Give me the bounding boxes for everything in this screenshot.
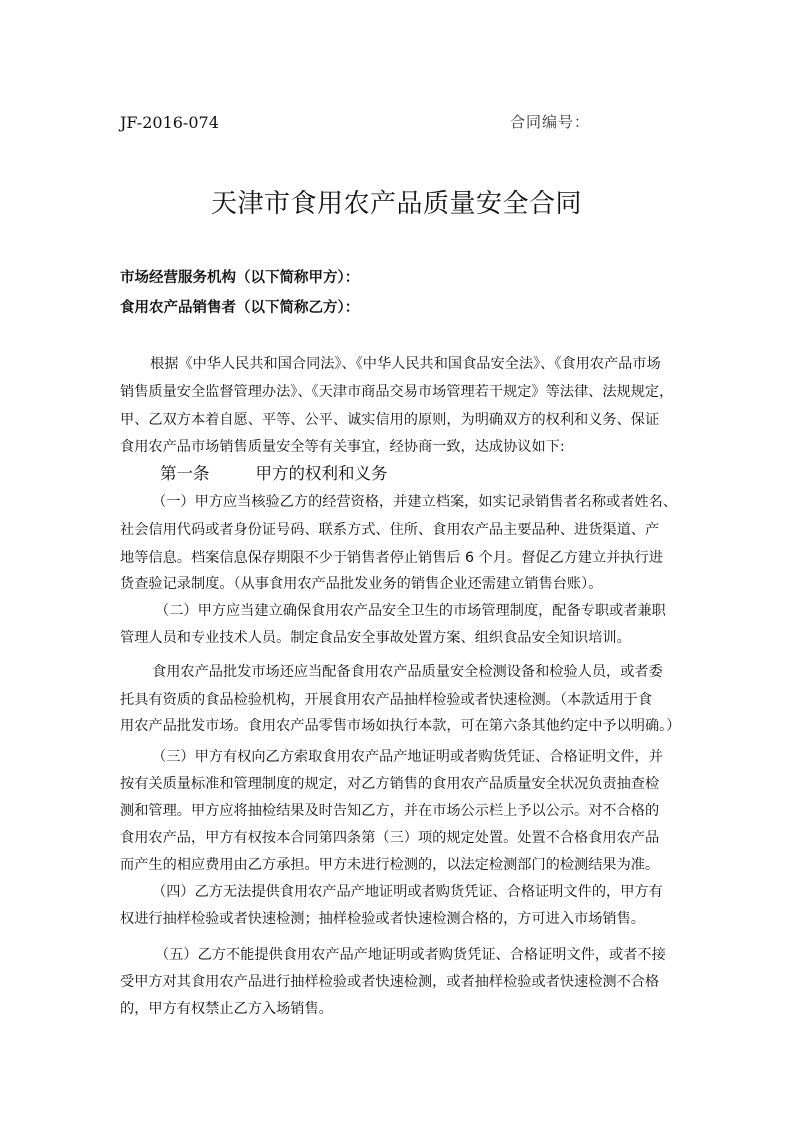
clause-line: 管理人员和专业技术人员。制定食品安全事故处置方案、组织食品安全知识培训。: [120, 630, 631, 646]
contract-number-label: 合同编号：: [510, 113, 591, 131]
clause-line: 用农产品批发市场。食用农产品零售市场如执行本款，可在第六条其他约定中予以明确。）: [120, 718, 681, 734]
clause-line: 地等信息。档案信息保存期限不少于销售者停止销售后 6 个月。督促乙方建立并执行进: [120, 550, 663, 566]
preamble-line: 甲、乙双方本着自愿、平等、公平、诚实信用的原则，为明确双方的权利和义务、保证: [120, 412, 660, 428]
article-heading: [160, 460, 388, 484]
clause-line: 按有关质量标准和管理制度的规定，对乙方销售的食用农产品质量安全状况负责抽查检: [120, 776, 660, 792]
clause-line: 食用农产品批发市场还应当配备食用农产品质量安全检测设备和检验人员，或者委: [152, 664, 663, 680]
clause-line: 托具有资质的食品检验机构，开展食用农产品抽样检验或者快速检测。（本款适用于食: [120, 692, 653, 708]
article-title: 甲方的权利和义务: [255, 464, 388, 483]
clause-line: （四）乙方无法提供食用农产品产地证明或者购货凭证、合格证明文件的，甲方有: [152, 884, 663, 900]
article-number: 第一条: [160, 464, 210, 483]
clause-line: 权进行抽样检验或者快速检测；抽样检验或者快速检测合格的，方可进入市场销售。: [120, 911, 645, 927]
preamble-line: 销售质量安全监督管理办法》、《天津市商品交易市场管理若干规定》等法律、法规规定，: [120, 384, 674, 400]
clause-line: （二）甲方应当建立确保食用农产品安全卫生的市场管理制度，配备专职或者兼职: [155, 603, 666, 619]
preamble-line: 根据《中华人民共和国合同法》、《中华人民共和国食品安全法》、《食用农产品市场: [150, 356, 661, 372]
clause-line: 社会信用代码或者身份证号码、联系方式、住所、食用农产品主要品种、进货渠道、产: [120, 522, 660, 538]
clause-line: （三）甲方有权向乙方索取食用农产品产地证明或者购货凭证、合格证明文件，并: [152, 749, 663, 765]
document-code: JF-2016-074: [120, 113, 219, 132]
clause-line: 食用农产品，甲方有权按本合同第四条第（三）项的规定处置。处置不合格食用农产品: [120, 830, 660, 846]
clause-line: （一）甲方应当核验乙方的经营资格，并建立档案，如实记录销售者名称或者姓名、: [152, 494, 677, 510]
clause-line: 货查验记录制度。（从事食用农产品批发业务的销售企业还需建立销售台账）。: [120, 576, 603, 592]
clause-line: （五）乙方不能提供食用农产品产地证明或者购货凭证、合格证明文件，或者不接: [155, 947, 666, 963]
party-b-line: 食用农产品销售者（以下简称乙方）：: [120, 300, 360, 316]
page-title: 天津市食用农产品质量安全合同: [210, 189, 582, 219]
clause-line: 而产生的相应费用由乙方承担。甲方未进行检测的，以法定检测部门的检测结果为准。: [120, 857, 660, 873]
clause-line: 的，甲方有权禁止乙方入场销售。: [120, 1001, 333, 1017]
party-a-line: 市场经营服务机构（以下简称甲方）：: [120, 270, 360, 286]
clause-line: 受甲方对其食用农产品进行抽样检验或者快速检测，或者抽样检验或者快速检测不合格: [120, 974, 660, 990]
clause-line: 测和管理。甲方应将抽检结果及时告知乙方，并在市场公示栏上予以公示。对不合格的: [120, 803, 660, 819]
preamble-line: 食用农产品市场销售质量安全等有关事宜，经协商一致，达成协议如下:: [120, 439, 565, 455]
